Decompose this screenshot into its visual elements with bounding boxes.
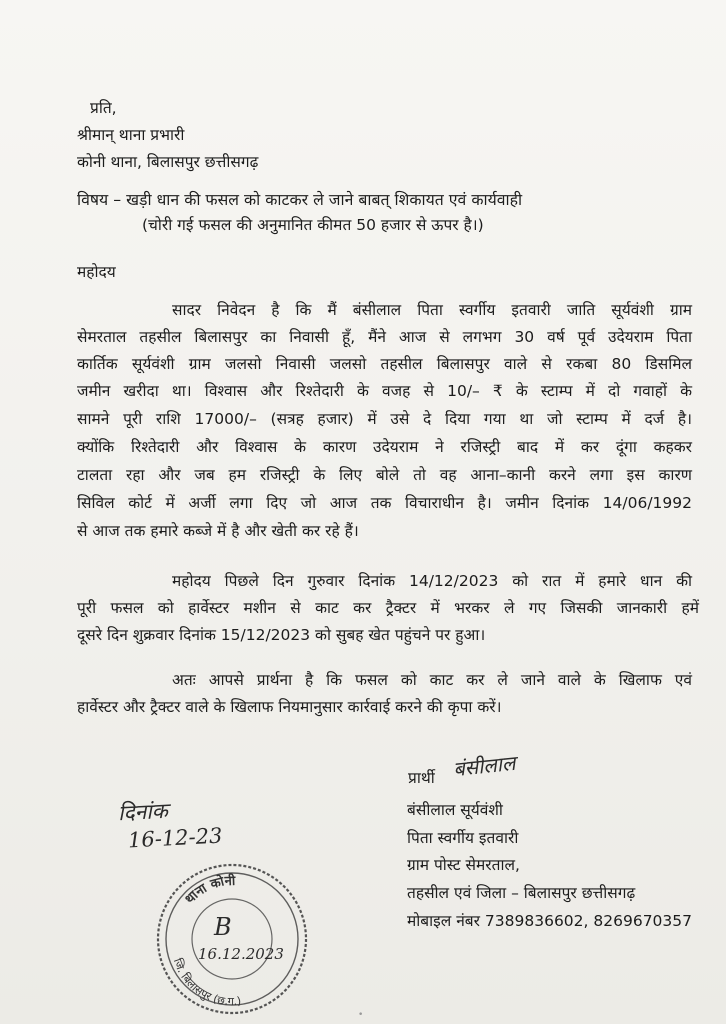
handwritten-date-label: दिनांक xyxy=(117,798,169,826)
para1-line: क्योंकि रिश्तेदारी और विश्वास के कारण उदेयराम ने रजिस्ट्री बाद में कर दूंगा कहकर xyxy=(77,438,692,456)
applicant-name: बंसीलाल सूर्यवंशी xyxy=(407,801,503,819)
stamp-date: 16.12.2023 xyxy=(198,945,284,963)
stamp-bottom-text: जि. बिलासपुर (छ.ग.) xyxy=(170,956,242,1009)
para2-line: दूसरे दिन शुक्रवार दिनांक 15/12/2023 को सुबह खेत पहुंचने पर हुआ। xyxy=(77,626,486,644)
para3-line: हार्वेस्टर और ट्रैक्टर वाले के खिलाफ नियमानुसार कार्रवाई करने की कृपा करें। xyxy=(77,698,502,716)
prati-label: प्रति, xyxy=(90,99,117,117)
para1-line: जमीन खरीदा था। विश्वास और रिश्तेदारी के वजह से 10/– ₹ के स्टाम्प में दो गवाहों के xyxy=(77,382,692,400)
stamp-top-text: थाना कोनी xyxy=(182,873,236,908)
handwritten-date: 16-12-23 xyxy=(127,823,223,853)
para3-line: अतः आपसे प्रार्थना है कि फसल को काट कर ले जाने वाले के खिलाफ एवं xyxy=(172,671,692,689)
recipient-title: श्रीमान् थाना प्रभारी xyxy=(77,126,185,144)
applicant-label: प्रार्थी xyxy=(408,769,435,787)
salutation: महोदय xyxy=(77,263,116,281)
svg-text:थाना कोनी xyxy=(183,873,237,907)
para1-line: से आज तक हमारे कब्जे में है और खेती कर रहे हैं। xyxy=(77,522,359,540)
para1-line: सादर निवेदन है कि मैं बंसीलाल पिता स्वर्गीय इतवारी जाति सूर्यवंशी ग्राम xyxy=(172,301,692,319)
subject-line-1: विषय – खड़ी धान की फसल को काटकर ले जाने बाबत् शिकायत एवं कार्यवाही xyxy=(77,190,523,209)
applicant-village: ग्राम पोस्ट सेमरताल, xyxy=(407,856,520,874)
para2-line: महोदय पिछले दिन गुरुवार दिनांक 14/12/2023 को रात में हमारे धान की xyxy=(172,572,692,590)
subject-line-2: (चोरी गई फसल की अनुमानित कीमत 50 हजार से ऊपर है।) xyxy=(142,216,484,234)
para1-line: सिविल कोर्ट में अर्जी लगा दिए जो आज तक विचाराधीन है। जमीन दिनांक 14/06/1992 xyxy=(77,494,692,512)
para2-line: पूरी फसल को हार्वेस्टर मशीन से काट कर ट्रैक्टर में भरकर ले गए जिसकी जानकारी हमें xyxy=(77,599,699,617)
stamp-initial: B xyxy=(214,913,232,941)
applicant-signature: बंसीलाल xyxy=(451,750,517,782)
para1-line: सामने पूरी राशि 17000/– (सत्रह हजार) में उसे दे दिया गया था जो स्टाम्प में दर्ज है। xyxy=(77,410,692,428)
police-station-stamp xyxy=(148,855,316,1023)
applicant-father: पिता स्वर्गीय इतवारी xyxy=(407,829,519,847)
recipient-address: कोनी थाना, बिलासपुर छत्तीसगढ़ xyxy=(77,153,259,171)
applicant-mobile: मोबाइल नंबर 7389836602, 8269670357 xyxy=(407,912,693,930)
applicant-district: तहसील एवं जिला – बिलासपुर छत्तीसगढ़ xyxy=(407,884,636,902)
para1-line: कार्तिक सूर्यवंशी ग्राम जलसो निवासी जलसो तहसील बिलासपुर वाले से रकबा 80 डिसमिल xyxy=(77,355,692,373)
para1-line: टालता रहा और जब हम रजिस्ट्री के लिए बोले तो वह आना–कानी करने लगा इस कारण xyxy=(77,466,692,484)
page-mark: • xyxy=(358,1010,364,1020)
para1-line: सेमरताल तहसील बिलासपुर का निवासी हूँ, मैंने आज से लगभग 30 वर्ष पूर्व उदेयराम पिता xyxy=(77,328,692,346)
svg-text:जि. बिलासपुर (छ.ग.) xyxy=(171,957,242,1008)
